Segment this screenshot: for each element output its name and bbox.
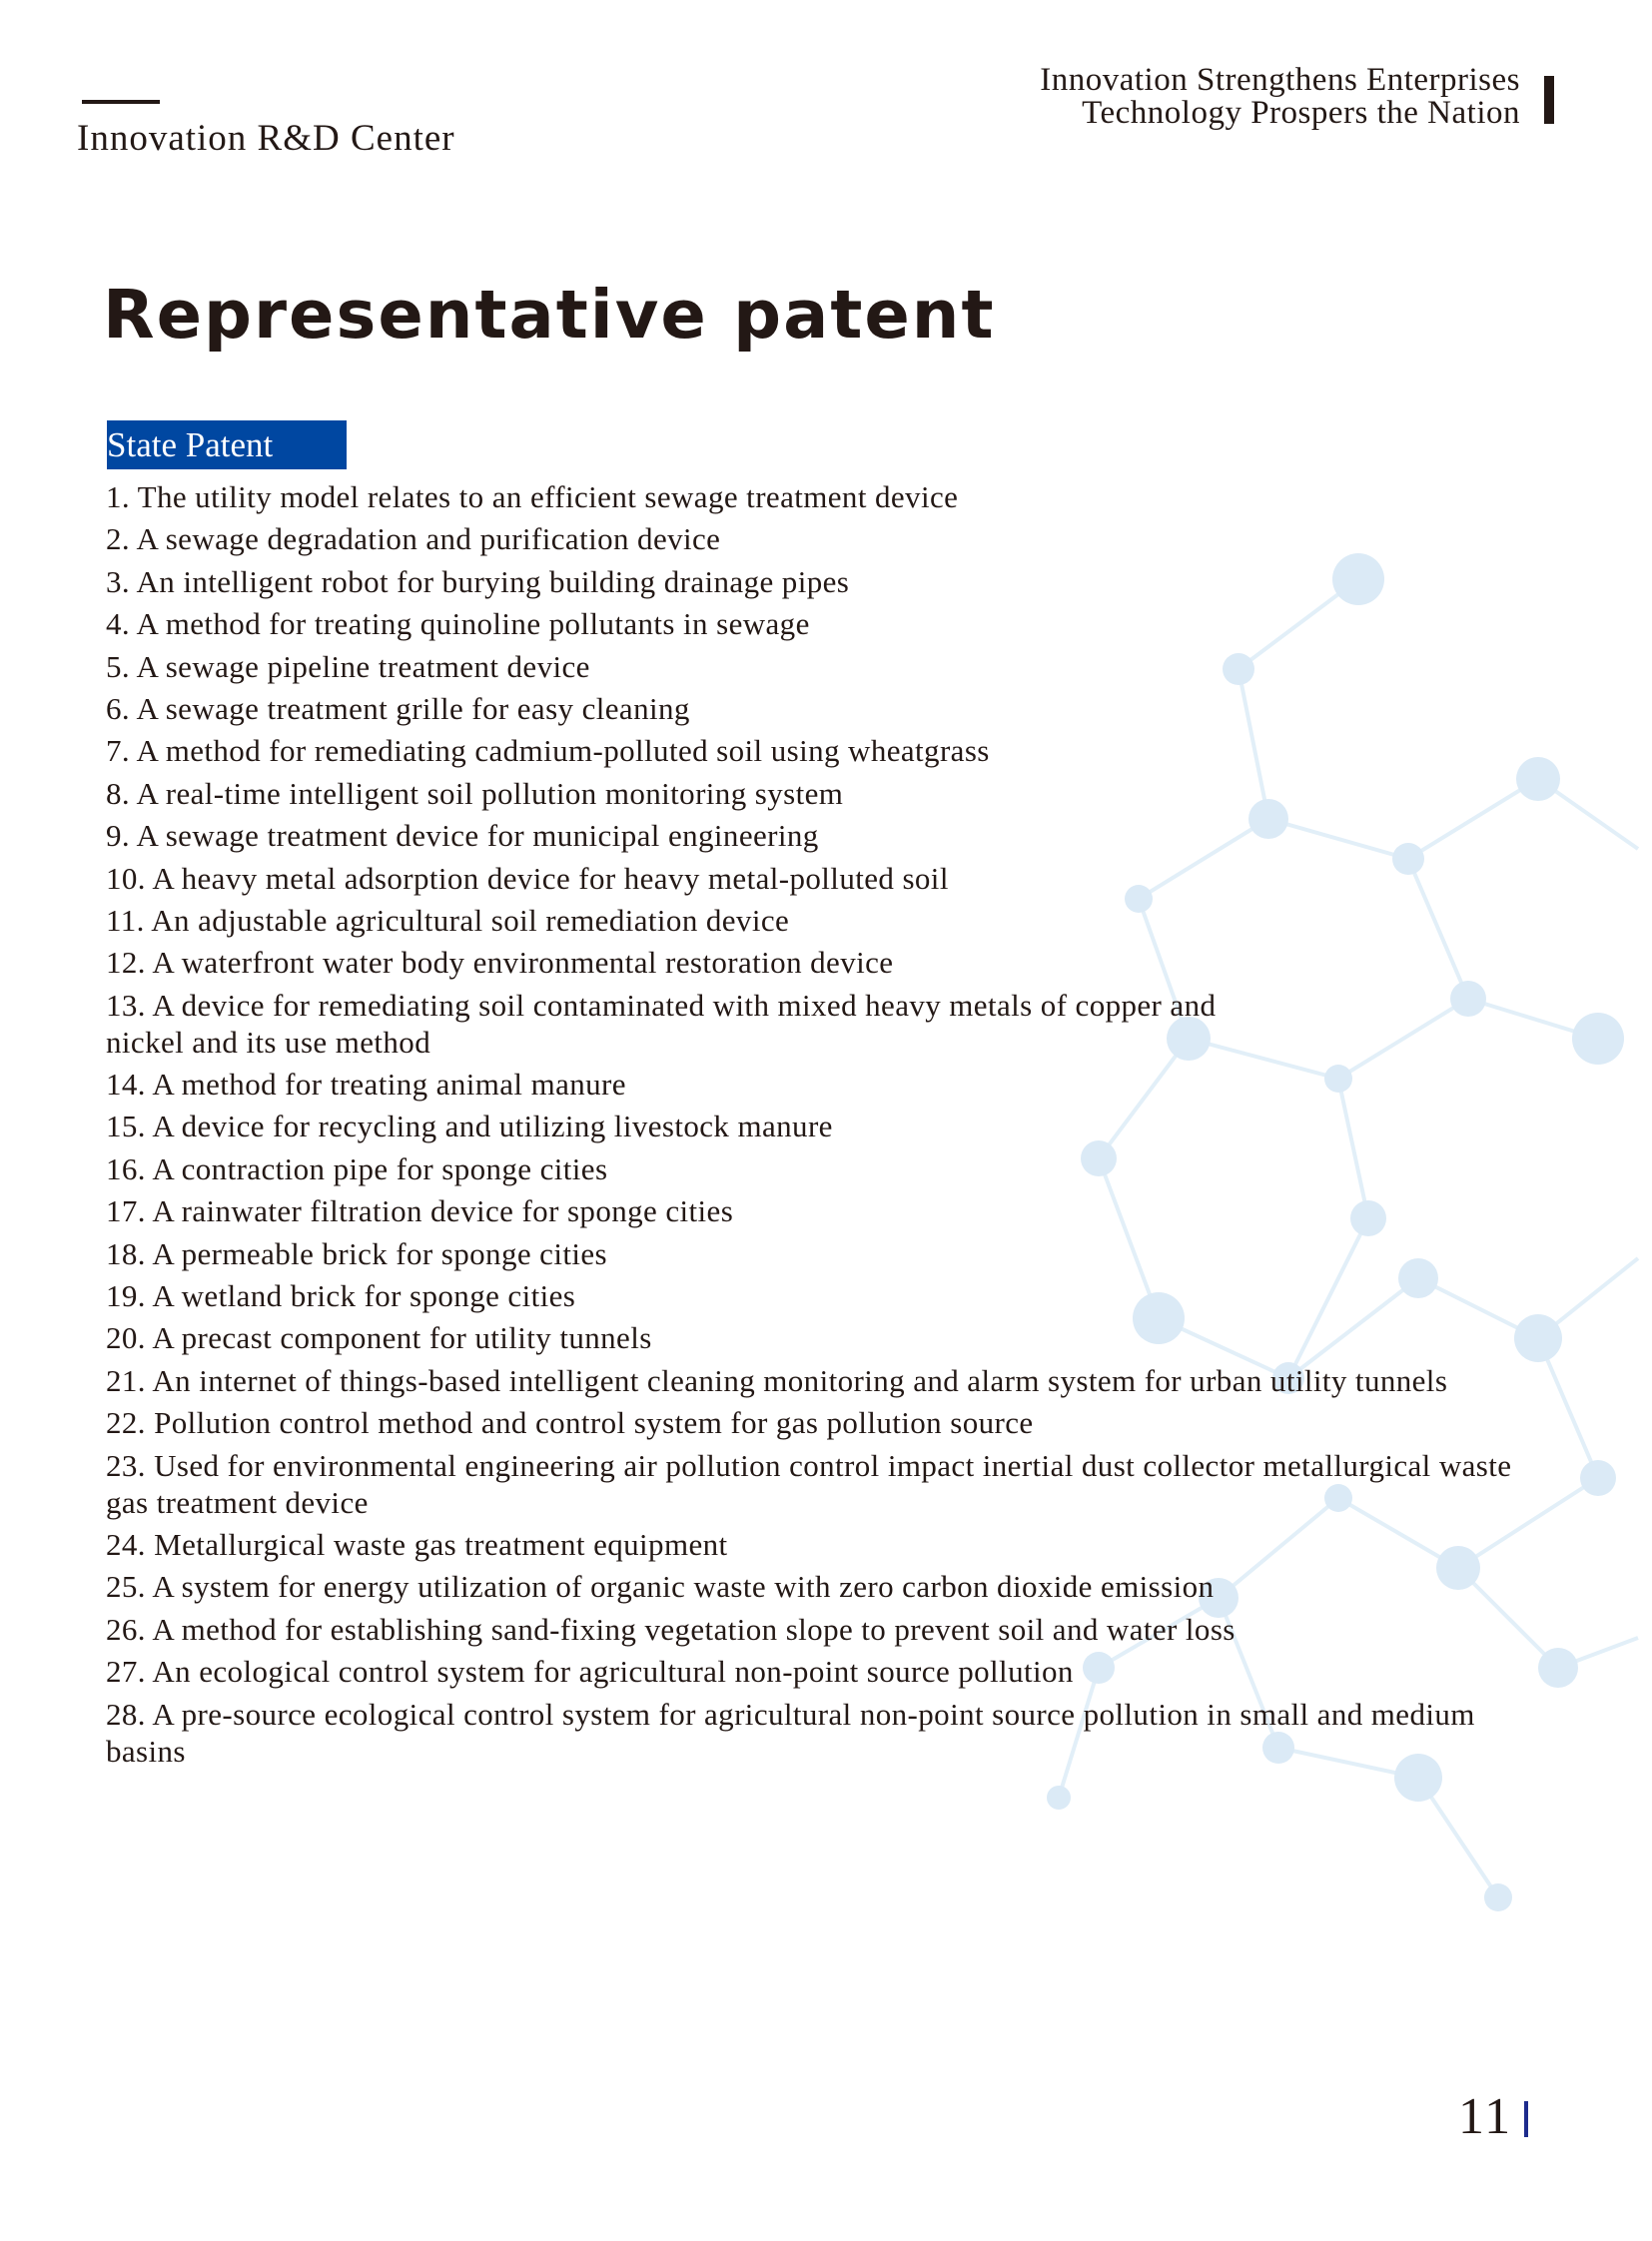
patent-item: 5. A sewage pipeline treatment device [106, 648, 590, 684]
slogan-bar [1544, 76, 1554, 124]
patent-item: 13. A device for remediating soil contaminated with mixed heavy metals of copper and nickel and its use method [106, 987, 1217, 1060]
patent-item: 2. A sewage degradation and purification device [106, 521, 721, 557]
page-title: Representative patent [103, 276, 996, 354]
patent-item: 26. A method for establishing sand-fixing vegetation slope to prevent soil and water loss [106, 1611, 1236, 1647]
patent-item: 11. An adjustable agricultural soil remediation device [106, 902, 790, 938]
patent-item: 18. A permeable brick for sponge cities [106, 1235, 607, 1271]
slogan-line-2: Technology Prospers the Nation [1082, 95, 1520, 131]
patent-item: 1. The utility model relates to an efficient sewage treatment device [106, 479, 959, 514]
patent-item: 6. A sewage treatment grille for easy cleaning [106, 690, 690, 726]
patent-item: 9. A sewage treatment device for municipal engineering [106, 818, 819, 854]
patent-item: 28. A pre-source ecological control system for agricultural non-point source pollution in small and medium basins [106, 1696, 1475, 1769]
slogan-line-1: Innovation Strengthens Enterprises [1040, 62, 1520, 98]
patent-item: 10. A heavy metal adsorption device for heavy metal-polluted soil [106, 860, 949, 896]
patent-item: 4. A method for treating quinoline pollutants in sewage [106, 606, 810, 642]
patent-item: 8. A real-time intelligent soil pollution monitoring system [106, 775, 844, 811]
patent-item: 19. A wetland brick for sponge cities [106, 1278, 576, 1314]
patent-item: 3. An intelligent robot for burying building drainage pipes [106, 563, 850, 599]
page-number-bar [1524, 2101, 1528, 2137]
patent-item: 15. A device for recycling and utilizing livestock manure [106, 1109, 833, 1144]
patent-item: 24. Metallurgical waste gas treatment equipment [106, 1526, 728, 1562]
patent-item: 14. A method for treating animal manure [106, 1067, 626, 1103]
patent-item: 20. A precast component for utility tunnels [106, 1320, 652, 1356]
patent-item: 12. A waterfront water body environmental restoration device [106, 945, 894, 981]
header-slogan [1040, 64, 1520, 130]
patent-item: 25. A system for energy utilization of organic waste with zero carbon dioxide emission [106, 1569, 1215, 1605]
patent-item: 22. Pollution control method and control system for gas pollution source [106, 1405, 1034, 1441]
patent-item: 17. A rainwater filtration device for sponge cities [106, 1193, 734, 1229]
department-name: Innovation R&D Center [77, 118, 455, 159]
header-rule [82, 100, 160, 104]
patent-item: 7. A method for remediating cadmium-polluted soil using wheatgrass [106, 733, 990, 769]
patent-item: 21. An internet of things-based intelligent cleaning monitoring and alarm system for urban utility tunnels [106, 1362, 1448, 1398]
section-badge: State Patent [107, 420, 347, 469]
patent-item: 27. An ecological control system for agricultural non-point source pollution [106, 1654, 1074, 1690]
patent-list [106, 478, 1554, 1775]
patent-item: 16. A contraction pipe for sponge cities [106, 1150, 608, 1186]
page-number: 11 [1458, 2088, 1513, 2145]
patent-item: 23. Used for environmental engineering air pollution control impact inertial dust collector metallurgical waste gas treatment device [106, 1447, 1512, 1520]
